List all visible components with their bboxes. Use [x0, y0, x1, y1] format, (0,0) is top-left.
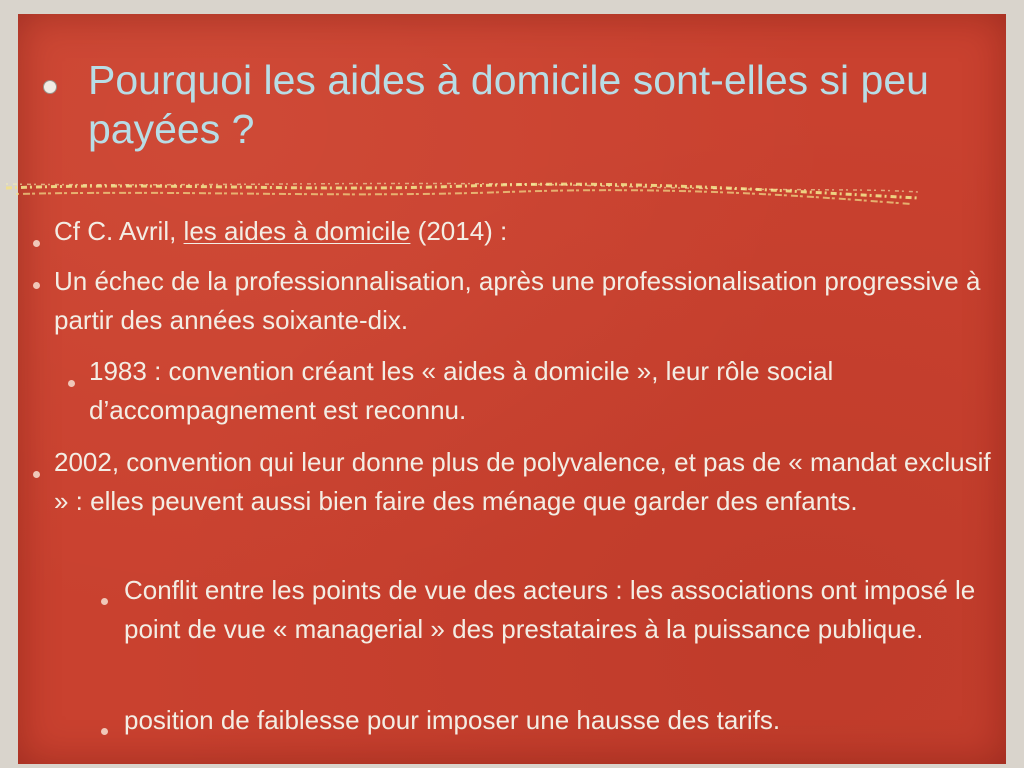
bullet-1983-convention: 1983 : convention créant les « aides à domicile », leur rôle social d’accompagnement est reconnu.	[89, 356, 834, 425]
bullet-dot-icon	[33, 471, 40, 478]
bullet-dot-icon	[33, 282, 40, 289]
bullet-dot-icon	[101, 728, 108, 735]
title-bullet-icon	[43, 80, 57, 94]
bullet-reference	[54, 212, 984, 251]
reference-suffix: (2014) :	[410, 216, 508, 246]
bullet-conflit-acteurs: Conflit entre les points de vue des acteurs : les associations ont imposé le point de vue « managerial » des prestataires à la puissance publique.	[124, 575, 976, 644]
bullet-professionalisation: Un échec de la professionnalisation, après une professionalisation progressive à partir des années soixante-dix.	[54, 266, 981, 335]
chalk-divider	[6, 178, 918, 208]
bullet-dot-icon	[68, 380, 75, 387]
bullet-2002-convention: 2002, convention qui leur donne plus de polyvalence, et pas de « mandat exclusif » : elles peuvent aussi bien faire des ménage que garder des enfants.	[54, 447, 991, 516]
bullet-dot-icon	[33, 240, 40, 247]
bullet-dot-icon	[101, 598, 108, 605]
slide-title: Pourquoi les aides à domicile sont-elles si peu payées ?	[88, 57, 929, 152]
bullet-position-faiblesse: position de faiblesse pour imposer une hausse des tarifs.	[124, 705, 781, 735]
reference-book-title: les aides à domicile	[183, 216, 411, 246]
reference-prefix: Cf C. Avril,	[54, 216, 184, 246]
